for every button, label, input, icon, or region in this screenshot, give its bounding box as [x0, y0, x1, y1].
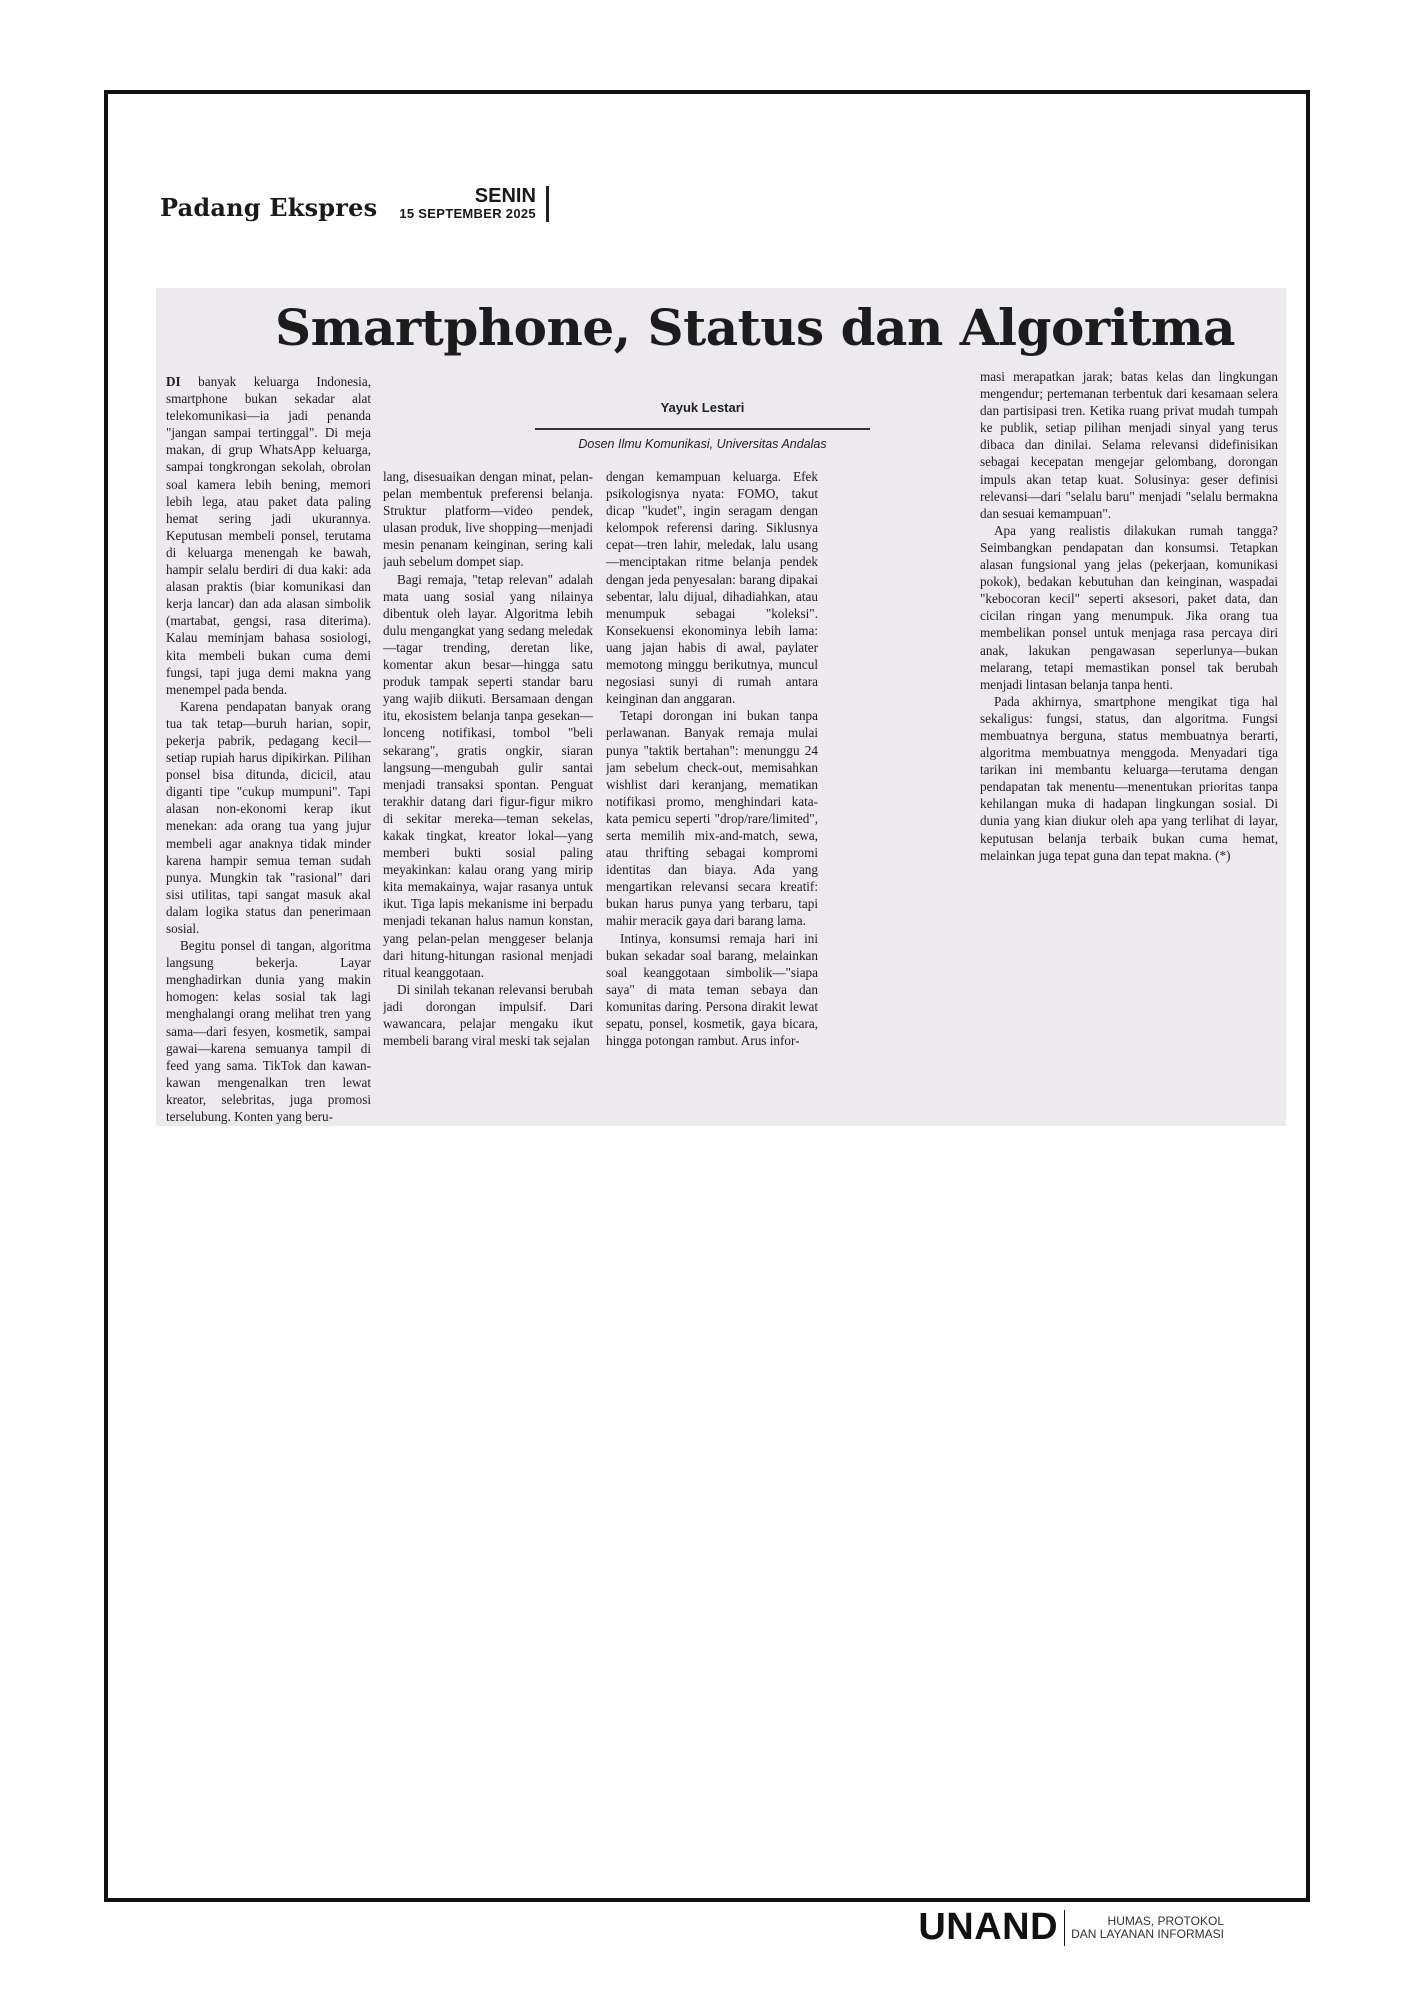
- unit-name: [1071, 1915, 1224, 1941]
- unit-line-1: HUMAS, PROTOKOL: [1107, 1913, 1224, 1928]
- date-day: SENIN: [474, 185, 536, 207]
- lead-words: DI: [166, 374, 181, 389]
- paragraph: Di sinilah tekanan relevansi berubah jadi dorongan impulsif. Dari wawancara, pelajar mengaku ikut membeli barang viral meski tak sejalan: [383, 981, 593, 1049]
- unand-logo: UNAND: [918, 1906, 1059, 1948]
- paragraph: Pada akhirnya, smartphone mengikat tiga hal sekaligus: fungsi, status, dan algoritma. Fungsi membuatnya berguna, status membuatnya berarti, algoritma membuatnya menggoda. Menyadari tiga tarikan ini membantu keluarga—terutama dengan pendapatan tak menentu—menentukan prioritas tanpa kehilangan muka di hadapan lingkungan sosial. Di dunia yang kian diukur oleh apa yang terlihat di layar, keputusan belanja terbaik bukan cuma hemat, melainkan juga tepat guna dan tepat makna. (*): [980, 693, 1278, 863]
- article-column-1: [166, 373, 371, 1125]
- paragraph: DI banyak keluarga Indonesia, smartphone bukan sekadar alat telekomunikasi—ia jadi penanda "jangan sampai tertinggal". Di meja makan, di grup WhatsApp keluarga, sampai tongkrongan sekolah, obrolan soal kamera lebih bening, memori lebih lega, atau paket data paling hemat sering jadi ukurannya. Keputusan membeli ponsel, terutama di keluarga menengah ke bawah, hampir selalu berdiri di dua kaki: ada alasan praktis (biar komunikasi dan kerja lancar) dan ada alasan simbolik (martabat, gengsi, rasa diterima). Kalau meminjam bahasa sosiologi, kita membeli bukan cuma demi fungsi, tapi juga demi makna yang menempel pada benda.: [166, 374, 371, 697]
- article-column-3: [606, 468, 818, 1125]
- date-full: 15 SEPTEMBER 2025: [399, 206, 536, 221]
- author-role: Dosen Ilmu Komunikasi, Universitas Andalas: [578, 437, 827, 451]
- newspaper-header: [160, 186, 549, 222]
- paragraph: Tetapi dorongan ini bukan tanpa perlawanan. Banyak remaja mulai punya "taktik bertahan": menunggu 24 jam sebelum check-out, memisahkan wishlist dari keranjang, mematikan notifikasi promo, menghindari kata-kata pemicu seperti "drop/rare/limited", serta memilih mix-and-match, sewa, atau thrifting sebagai kompromi identitas dan biaya. Ada yang mengartikan relevansi secara kreatif: bukan harus punya yang terbaru, tapi mahir meracik gaya dari barang lama.: [606, 708, 818, 929]
- article-column-4: [980, 368, 1278, 1125]
- paragraph: masi merapatkan jarak; batas kelas dan lingkungan mengendur; pertemanan terbentuk dari kesamaan selera dan partisipasi tren. Ketika ruang privat mudah tumpah ke publik, setiap pilihan menjadi sinyal yang terus dibaca dan dinilai. Selama relevansi didefinisikan sebagai kecepatan mengejar gelombang, dorongan impuls akan tetap kuat. Solusinya: geser definisi relevansi—dari "selalu baru" menjadi "selalu bermakna dan sesuai kemampuan".: [980, 369, 1278, 521]
- paragraph: lang, disesuaikan dengan minat, pelan-pelan membentuk preferensi belanja. Struktur platform—video pendek, ulasan produk, live shopping—menjadi mesin penanam keinginan, sering kali jauh sebelum dompet siap.: [383, 469, 593, 570]
- unit-line-2: DAN LAYANAN INFORMASI: [1071, 1926, 1224, 1941]
- newspaper-masthead: Padang Ekspres: [160, 193, 378, 222]
- author-name: Yayuk Lestari: [660, 400, 745, 415]
- article-column-2: [383, 468, 593, 1125]
- paragraph: Apa yang realistis dilakukan rumah tangga? Seimbangkan pendapatan dan konsumsi. Tetapkan alasan fungsional yang jelas (pekerjaan, komunikasi pokok), bedakan kebutuhan dan keinginan, waspadai "kebocoran kecil" seperti aksesori, paket data, dan cicilan ringan yang menumpuk. Jika orang tua membelikan ponsel untuk menjaga rasa percaya diri anak, lakukan pengawasan seperlunya—bukan melarang, tetapi memastikan ponsel tak berubah menjadi lintasan belanja tanpa henti.: [980, 522, 1278, 692]
- paragraph: Begitu ponsel di tangan, algoritma langsung bekerja. Layar menghadirkan dunia yang makin homogen: kelas sosial tak lagi menghalangi orang melihat tren yang sama—dari fesyen, kosmetik, sampai gawai—karena semuanya tampil di feed yang sama. TikTok dan kawan-kawan mengenalkan tren lewat kreator, selebritas, juga promosi terselubung. Konten yang beru-: [166, 938, 371, 1125]
- paragraph: Bagi remaja, "tetap relevan" adalah mata uang sosial yang nilainya dibentuk oleh layar. Algoritma lebih dulu mengangkat yang sedang meledak—tagar trending, deretan like, komentar akun besar—hingga satu produk tampak seperti standar baru yang wajib diikuti. Bersamaan dengan itu, ekosistem belanja tanpa gesekan—lonceng notifikasi, tombol "beli sekarang", gratis ongkir, siaran langsung—mengubah gulir santai menjadi transaksi spontan. Penguat terakhir datang dari figur-figur mikro di sekitar mereka—teman sekelas, kakak tingkat, kreator lokal—yang memberi bukti sosial paling meyakinkan: kalau orang yang mirip kita memakainya, wajar rasanya untuk ikut. Tiga lapis mekanisme ini berpadu menjadi tekanan halus namun konstan, yang pelan-pelan menggeser belanja dari hitung-hitungan rasional menjadi ritual keanggotaan.: [383, 571, 593, 980]
- paragraph: Intinya, konsumsi remaja hari ini bukan sekadar soal barang, melainkan soal keanggotaan simbolik—"siapa saya" di mata teman sebaya dan komunitas daring. Persona dirakit lewat sepatu, ponsel, kosmetik, gaya bicara, hingga potongan rambut. Arus infor-: [606, 930, 818, 1049]
- paragraph: dengan kemampuan keluarga. Efek psikologisnya nyata: FOMO, takut dicap "kudet", ingin seragam dengan kelompok referensi daring. Siklusnya cepat—tren lahir, meledak, lalu usang—menciptakan ritme belanja pendek dengan jeda penyesalan: barang dipakai sebentar, lalu dijual, dihadiahkan, atau menumpuk sebagai "koleksi". Konsekuensi ekonominya lebih lama: uang jajan habis di awal, paylater memotong minggu berikutnya, muncul negosiasi sunyi di rumah antara keinginan dan anggaran.: [606, 469, 818, 707]
- date-block: [399, 186, 549, 222]
- logo-divider: [1064, 1910, 1065, 1946]
- footer-logo: [918, 1906, 1224, 1949]
- paragraph: Karena pendapatan banyak orang tua tak tetap—buruh harian, sopir, pekerja pabrik, pedagang kecil—setiap rupiah harus dipikirkan. Pilihan ponsel bisa ditunda, dicicil, atau diganti tipe "cukup mumpuni". Tapi alasan non-ekonomi kerap ikut menekan: ada orang tua yang jujur membeli agar anaknya tidak minder karena hampir semua teman sudah punya. Mungkin tak "rasional" dari sisi utilitas, tapi sangat masuk akal dalam logika status dan penerimaan sosial.: [166, 698, 371, 936]
- byline-divider: [535, 428, 870, 430]
- article-headline: Smartphone, Status dan Algoritma: [275, 298, 1236, 357]
